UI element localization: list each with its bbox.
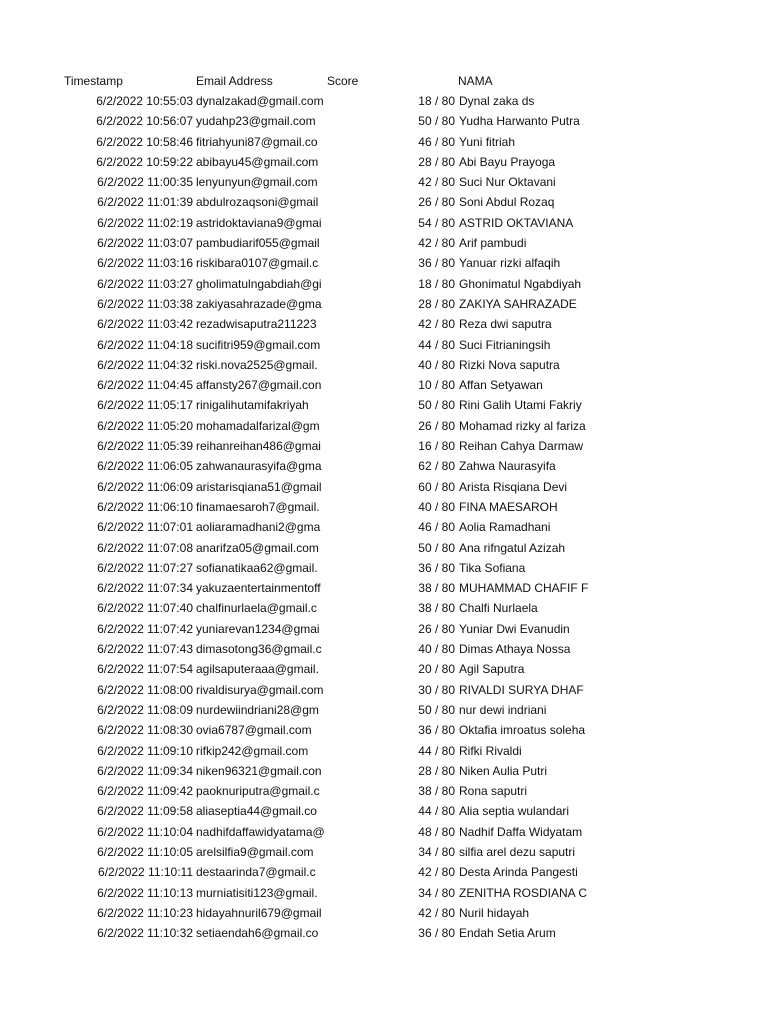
score-cell: 46 / 80 (418, 134, 455, 149)
name-cell: Dynal zaka ds (459, 94, 535, 108)
timestamp-cell: 6/2/2022 11:10:32 (97, 926, 193, 941)
table-row (0, 213, 768, 233)
table-row (0, 659, 768, 679)
email-cell: abibayu45@gmail.com (196, 154, 319, 169)
email-cell: affansty267@gmail.con (196, 378, 322, 393)
table-row (0, 172, 768, 192)
name-cell: Affan Setyawan (459, 378, 543, 393)
table-header-row (0, 71, 768, 91)
score-cell: 40 / 80 (418, 499, 455, 514)
score-cell: 40 / 80 (418, 642, 455, 657)
name-cell: Nuril hidayah (459, 905, 530, 920)
name-cell: Abi Bayu Prayoga (459, 154, 556, 169)
table-row (0, 883, 768, 903)
timestamp-cell: 6/2/2022 11:05:17 (97, 398, 193, 413)
score-cell: 38 / 80 (418, 601, 455, 616)
name-cell: Reihan Cahya Darmaw (459, 439, 584, 454)
table-row (0, 294, 768, 314)
header-email-address: Email Address (196, 74, 273, 88)
score-cell: 62 / 80 (418, 459, 455, 474)
email-cell: riskibara0107@gmail.c (196, 256, 319, 271)
table-row (0, 598, 768, 618)
table-row (0, 456, 768, 476)
email-cell: sucifitri959@gmail.com (196, 337, 321, 352)
email-cell: rifkip242@gmail.com (196, 743, 309, 758)
score-cell: 36 / 80 (418, 560, 455, 575)
email-cell: destaarinda7@gmail.c (196, 865, 316, 880)
name-cell: Rizki Nova saputra (459, 357, 560, 372)
table-row (0, 680, 768, 700)
email-cell: ovia6787@gmail.com (196, 723, 312, 738)
timestamp-cell: 6/2/2022 11:09:10 (97, 743, 193, 758)
table-row (0, 132, 768, 152)
table-row (0, 639, 768, 659)
name-cell: Yudha Harwanto Putra (459, 114, 580, 129)
name-cell: Zahwa Naurasyifa (459, 459, 556, 474)
timestamp-cell: 6/2/2022 11:01:39 (97, 195, 193, 210)
timestamp-cell: 6/2/2022 11:03:07 (97, 236, 193, 251)
name-cell: Rifki Rivaldi (459, 743, 522, 758)
timestamp-cell: 6/2/2022 11:06:05 (97, 459, 193, 474)
email-cell: anarifza05@gmail.com (196, 540, 319, 555)
name-cell: nur dewi indriani (459, 702, 547, 717)
table-row (0, 720, 768, 740)
email-cell: sofianatikaa62@gmail. (196, 560, 318, 575)
table-row (0, 335, 768, 355)
table-row (0, 842, 768, 862)
table-row (0, 862, 768, 882)
header-score: Score (327, 74, 359, 88)
score-cell: 26 / 80 (418, 418, 455, 433)
table-row (0, 558, 768, 578)
name-cell: Rona saputri (459, 784, 528, 799)
timestamp-cell: 6/2/2022 11:03:42 (97, 317, 193, 332)
name-cell: Chalfi Nurlaela (459, 601, 538, 616)
score-cell: 50 / 80 (418, 114, 455, 129)
email-cell: hidayahnuril679@gmail (196, 905, 322, 920)
email-cell: finamaesaroh7@gmail. (196, 499, 320, 514)
name-cell: Yanuar rizki alfaqih (459, 256, 561, 271)
score-cell: 50 / 80 (418, 398, 455, 413)
score-cell: 28 / 80 (418, 296, 455, 311)
name-cell: Arista Risqiana Devi (459, 479, 568, 494)
score-cell: 34 / 80 (418, 885, 455, 900)
timestamp-cell: 6/2/2022 10:55:03 (96, 94, 193, 108)
email-cell: mohamadalfarizal@gm (196, 418, 320, 433)
score-cell: 36 / 80 (418, 723, 455, 738)
name-cell: ZENITHA ROSDIANA C (459, 885, 588, 900)
score-cell: 18 / 80 (418, 276, 455, 291)
email-cell: rivaldisurya@gmail.com (196, 682, 324, 697)
table-row (0, 111, 768, 131)
name-cell: silfia arel dezu saputri (459, 844, 576, 859)
email-cell: gholimatulngabdiah@gi (196, 276, 322, 291)
score-cell: 46 / 80 (418, 520, 455, 535)
name-cell: Aolia Ramadhani (459, 520, 551, 535)
timestamp-cell: 6/2/2022 11:10:04 (97, 824, 193, 839)
name-cell: Arif pambudi (459, 236, 527, 251)
score-cell: 28 / 80 (418, 154, 455, 169)
header-timestamp: Timestamp (64, 74, 123, 88)
email-cell: dynalzakad@gmail.com (196, 94, 324, 108)
name-cell: Ghonimatul Ngabdiyah (459, 276, 582, 291)
email-cell: zahwanaurasyifa@gma (196, 459, 322, 474)
score-cell: 40 / 80 (418, 357, 455, 372)
timestamp-cell: 6/2/2022 11:04:18 (97, 337, 193, 352)
timestamp-cell: 6/2/2022 11:03:38 (97, 296, 193, 311)
timestamp-cell: 6/2/2022 11:10:13 (97, 885, 193, 900)
score-cell: 18 / 80 (418, 94, 455, 108)
score-cell: 42 / 80 (418, 236, 455, 251)
name-cell: MUHAMMAD CHAFIF F (459, 581, 589, 596)
timestamp-cell: 6/2/2022 11:09:42 (97, 784, 193, 799)
score-cell: 10 / 80 (418, 378, 455, 393)
email-cell: aliaseptia44@gmail.co (196, 804, 317, 819)
timestamp-cell: 6/2/2022 11:07:34 (97, 581, 193, 596)
email-cell: fitriahyuni87@gmail.co (196, 134, 318, 149)
email-cell: dimasotong36@gmail.c (196, 642, 322, 657)
table-row (0, 538, 768, 558)
name-cell: Mohamad rizky al fariza (459, 418, 586, 433)
score-cell: 30 / 80 (418, 682, 455, 697)
email-cell: rinigalihutamifakriyah (196, 398, 309, 413)
name-cell: Suci Nur Oktavani (459, 175, 556, 190)
score-cell: 42 / 80 (418, 175, 455, 190)
table-row (0, 375, 768, 395)
email-cell: zakiyasahrazade@gma (196, 296, 322, 311)
score-cell: 36 / 80 (418, 926, 455, 941)
timestamp-cell: 6/2/2022 11:06:10 (97, 499, 193, 514)
email-cell: reihanreihan486@gmai (196, 439, 321, 454)
score-cell: 54 / 80 (418, 215, 455, 230)
email-cell: yakuzaentertainmentoff (196, 581, 321, 596)
score-cell: 38 / 80 (418, 581, 455, 596)
name-cell: Nadhif Daffa Widyatam (459, 824, 583, 839)
score-cell: 36 / 80 (418, 256, 455, 271)
email-cell: yudahp23@gmail.com (196, 114, 316, 129)
table-body (0, 91, 768, 943)
score-cell: 50 / 80 (418, 540, 455, 555)
timestamp-cell: 6/2/2022 11:08:30 (97, 723, 193, 738)
score-cell: 42 / 80 (418, 865, 455, 880)
timestamp-cell: 6/2/2022 11:05:20 (97, 418, 193, 433)
name-cell: Dimas Athaya Nossa (459, 642, 571, 657)
score-cell: 16 / 80 (418, 439, 455, 454)
timestamp-cell: 6/2/2022 11:04:45 (97, 378, 193, 393)
name-cell: Reza dwi saputra (459, 317, 552, 332)
timestamp-cell: 6/2/2022 11:07:27 (97, 560, 193, 575)
timestamp-cell: 6/2/2022 11:08:09 (97, 702, 193, 717)
timestamp-cell: 6/2/2022 11:07:01 (97, 520, 193, 535)
email-cell: nadhifdaffawidyatama@ (196, 824, 325, 839)
score-cell: 48 / 80 (418, 824, 455, 839)
name-cell: Alia septia wulandari (459, 804, 570, 819)
table-row (0, 314, 768, 334)
table-row (0, 741, 768, 761)
name-cell: Tika Sofiana (459, 560, 526, 575)
email-cell: rezadwisaputra211223 (196, 317, 317, 332)
score-cell: 44 / 80 (418, 337, 455, 352)
table-row (0, 801, 768, 821)
score-cell: 44 / 80 (418, 804, 455, 819)
table-row (0, 253, 768, 273)
score-cell: 44 / 80 (418, 743, 455, 758)
table-row (0, 781, 768, 801)
name-cell: Agil Saputra (459, 662, 525, 677)
name-cell: Desta Arinda Pangesti (459, 865, 578, 880)
score-cell: 26 / 80 (418, 195, 455, 210)
timestamp-cell: 6/2/2022 11:06:09 (97, 479, 193, 494)
header-nama: NAMA (458, 74, 493, 88)
score-cell: 42 / 80 (418, 905, 455, 920)
table-row (0, 152, 768, 172)
table-row (0, 274, 768, 294)
name-cell: FINA MAESAROH (459, 499, 558, 514)
email-cell: murniatisiti123@gmail. (196, 885, 318, 900)
timestamp-cell: 6/2/2022 11:03:16 (97, 256, 193, 271)
score-cell: 34 / 80 (418, 844, 455, 859)
table-row (0, 578, 768, 598)
score-cell: 28 / 80 (418, 763, 455, 778)
timestamp-cell: 6/2/2022 11:09:34 (97, 763, 193, 778)
timestamp-cell: 6/2/2022 11:03:27 (97, 276, 193, 291)
timestamp-cell: 6/2/2022 11:04:32 (97, 357, 193, 372)
name-cell: Suci Fitrianingsih (459, 337, 551, 352)
table-row (0, 233, 768, 253)
name-cell: Soni Abdul Rozaq (459, 195, 555, 210)
timestamp-cell: 6/2/2022 11:10:05 (97, 844, 193, 859)
table-row (0, 477, 768, 497)
table-row (0, 497, 768, 517)
email-cell: nurdewiindriani28@gm (196, 702, 319, 717)
table-row (0, 416, 768, 436)
table-row (0, 923, 768, 943)
timestamp-cell: 6/2/2022 11:07:42 (97, 621, 193, 636)
score-cell: 42 / 80 (418, 317, 455, 332)
score-cell: 60 / 80 (418, 479, 455, 494)
table-row (0, 355, 768, 375)
name-cell: Oktafia imroatus soleha (459, 723, 586, 738)
score-cell: 38 / 80 (418, 784, 455, 799)
score-cell: 50 / 80 (418, 702, 455, 717)
timestamp-cell: 6/2/2022 11:08:00 (97, 682, 193, 697)
email-cell: yuniarevan1234@gmai (196, 621, 320, 636)
timestamp-cell: 6/2/2022 11:10:11 (98, 865, 193, 880)
timestamp-cell: 6/2/2022 11:07:43 (97, 642, 193, 657)
table-row (0, 517, 768, 537)
timestamp-cell: 6/2/2022 11:07:40 (97, 601, 193, 616)
email-cell: setiaendah6@gmail.co (196, 926, 319, 941)
timestamp-cell: 6/2/2022 11:02:19 (97, 215, 193, 230)
timestamp-cell: 6/2/2022 11:10:23 (97, 905, 193, 920)
email-cell: lenyunyun@gmail.com (196, 175, 318, 190)
name-cell: ZAKIYA SAHRAZADE (459, 296, 577, 311)
name-cell: RIVALDI SURYA DHAF (459, 682, 584, 697)
table-row (0, 700, 768, 720)
email-cell: agilsaputeraaa@gmail. (196, 662, 319, 677)
table-row (0, 436, 768, 456)
name-cell: Yuni fitriah (459, 134, 516, 149)
score-cell: 26 / 80 (418, 621, 455, 636)
timestamp-cell: 6/2/2022 11:09:58 (97, 804, 193, 819)
email-cell: astridoktaviana9@gmai (196, 215, 322, 230)
table-row (0, 822, 768, 842)
email-cell: paoknuriputra@gmail.c (196, 784, 320, 799)
email-cell: riski.nova2525@gmail. (196, 357, 318, 372)
table-row (0, 619, 768, 639)
email-cell: chalfinurlaela@gmail.c (196, 601, 317, 616)
name-cell: Endah Setia Arum (459, 926, 556, 941)
table-row (0, 903, 768, 923)
email-cell: arelsilfia9@gmail.com (196, 844, 314, 859)
timestamp-cell: 6/2/2022 10:56:07 (96, 114, 193, 129)
name-cell: Rini Galih Utami Fakriy (459, 398, 582, 413)
name-cell: Ana rifngatul Azizah (459, 540, 566, 555)
name-cell: Yuniar Dwi Evanudin (459, 621, 570, 636)
timestamp-cell: 6/2/2022 11:00:35 (97, 175, 193, 190)
score-cell: 20 / 80 (418, 662, 455, 677)
timestamp-cell: 6/2/2022 10:59:22 (96, 154, 193, 169)
table-row (0, 761, 768, 781)
table-row (0, 91, 768, 111)
email-cell: niken96321@gmail.con (196, 763, 322, 778)
timestamp-cell: 6/2/2022 10:58:46 (96, 134, 193, 149)
name-cell: Niken Aulia Putri (459, 763, 548, 778)
email-cell: abdulrozaqsoni@gmail (196, 195, 319, 210)
timestamp-cell: 6/2/2022 11:07:08 (97, 540, 193, 555)
email-cell: aristarisqiana51@gmail (196, 479, 322, 494)
table-row (0, 395, 768, 415)
timestamp-cell: 6/2/2022 11:05:39 (97, 439, 193, 454)
email-cell: pambudiarif055@gmail (196, 236, 320, 251)
name-cell: ASTRID OKTAVIANA (459, 215, 574, 230)
timestamp-cell: 6/2/2022 11:07:54 (97, 662, 193, 677)
table-row (0, 192, 768, 212)
email-cell: aoliaramadhani2@gma (196, 520, 321, 535)
